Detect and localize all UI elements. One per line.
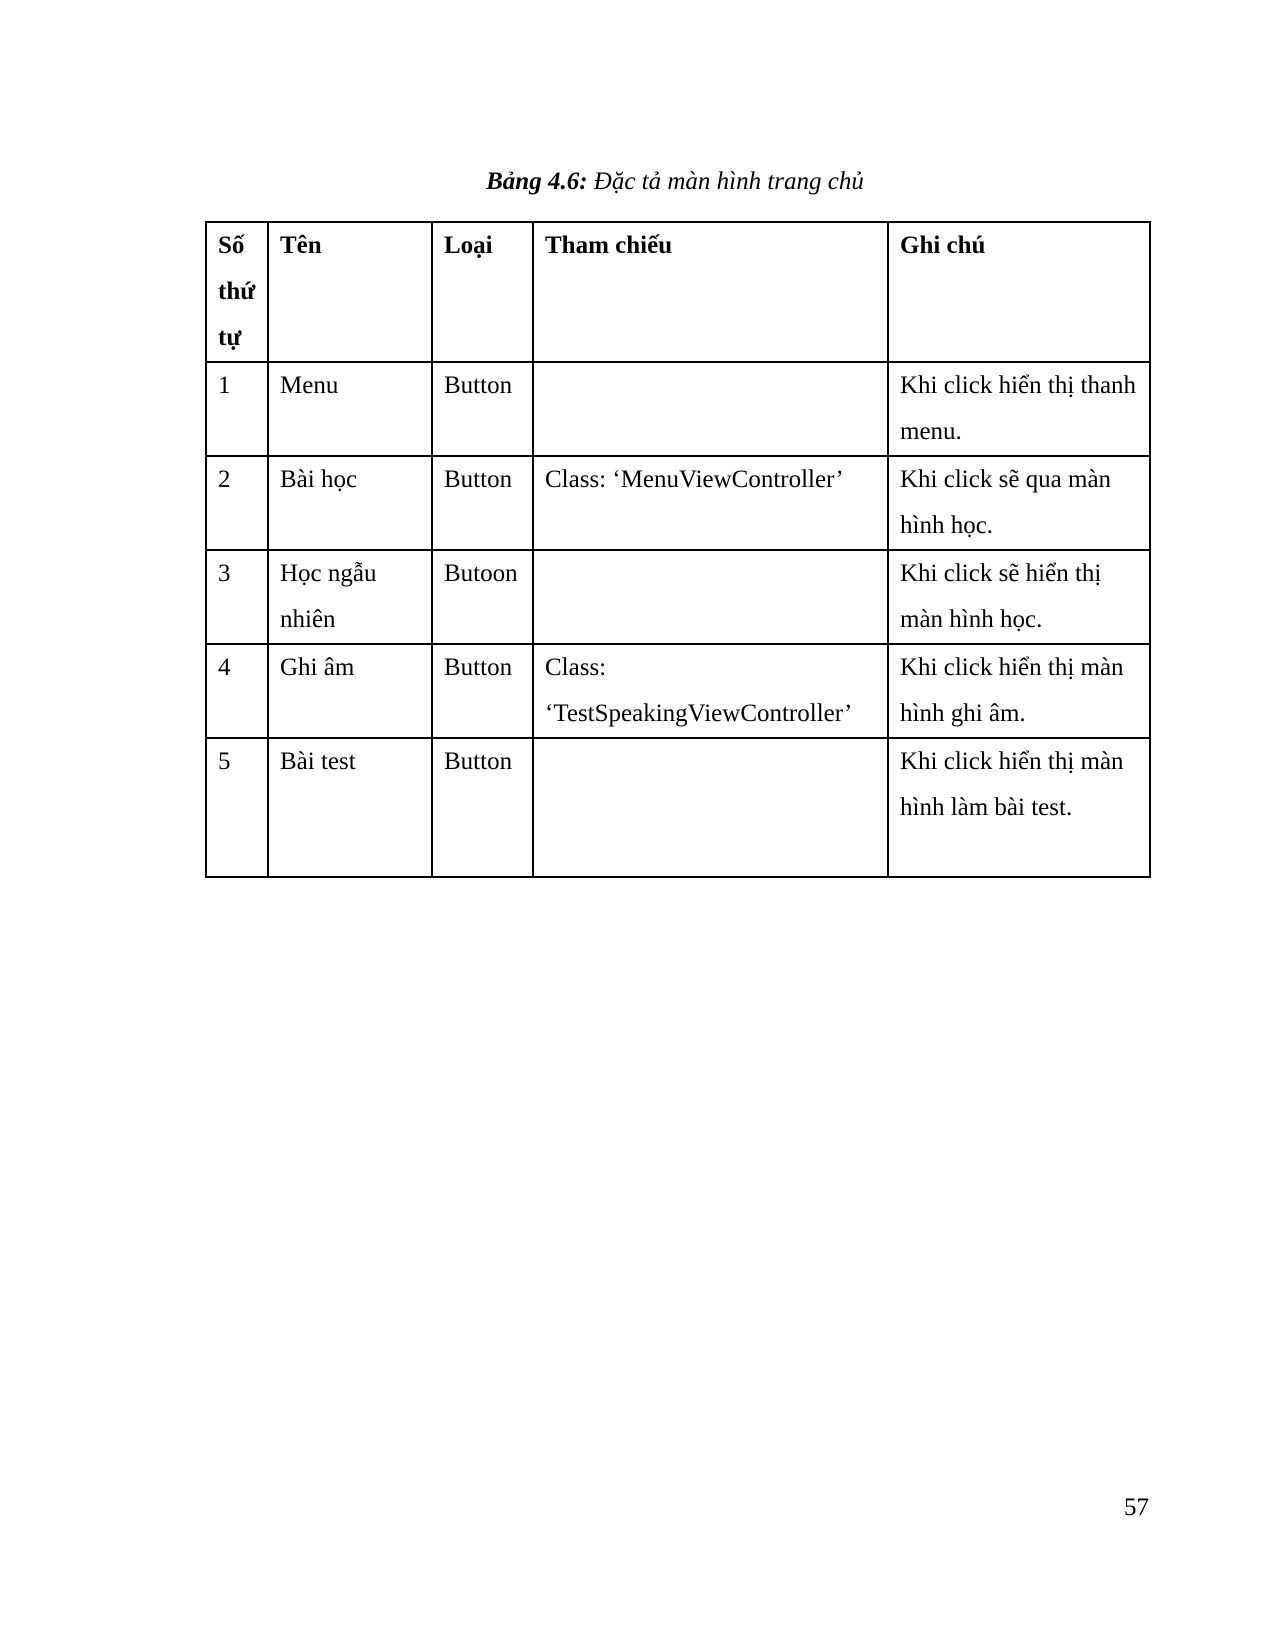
cell-index: 3 [206,550,268,644]
header-index: Số thứ tự [206,222,268,362]
cell-index: 5 [206,738,268,877]
cell-reference [533,644,888,738]
cell-note: Khi click sẽ hiển thị màn hình học. [888,550,1150,644]
header-reference: Tham chiếu [533,222,888,362]
cell-note: Khi click sẽ qua màn hình học. [888,456,1150,550]
cell-name: Ghi âm [268,644,432,738]
cell-note: Khi click hiển thị màn hình làm bài test. [888,738,1150,877]
cell-name: Bài test [268,738,432,877]
cell-reference [533,362,888,456]
cell-note: Khi click hiển thị thanh menu. [888,362,1150,456]
cell-index: 2 [206,456,268,550]
cell-name: Bài học [268,456,432,550]
cell-reference: Class: ‘MenuViewController’ [533,456,888,550]
reference-class: ‘TestSpeakingViewController’ [545,700,853,727]
cell-type: Button [432,362,533,456]
table-row [206,362,1150,456]
cell-note: Khi click hiển thị màn hình ghi âm. [888,644,1150,738]
table-row [206,550,1150,644]
table-caption-text: Đặc tả màn hình trang chủ [587,168,864,195]
cell-index: 1 [206,362,268,456]
cell-type: Button [432,644,533,738]
header-note: Ghi chú [888,222,1150,362]
cell-name: Menu [268,362,432,456]
table-row [206,738,1150,877]
reference-prefix: Class: [545,654,607,681]
cell-reference [533,738,888,877]
screen-spec-table [205,221,1151,878]
header-type: Loại [432,222,533,362]
cell-reference [533,550,888,644]
cell-index: 4 [206,644,268,738]
page-number: 57 [1124,1494,1149,1521]
cell-type: Butoon [432,550,533,644]
table-header-row [206,222,1150,362]
table-caption-label: Bảng 4.6: [486,168,588,195]
cell-type: Button [432,738,533,877]
table-row [206,456,1150,550]
header-name: Tên [268,222,432,362]
table-row [206,644,1150,738]
cell-name: Học ngẫu nhiên [268,550,432,644]
table-caption [0,168,1275,196]
cell-type: Button [432,456,533,550]
